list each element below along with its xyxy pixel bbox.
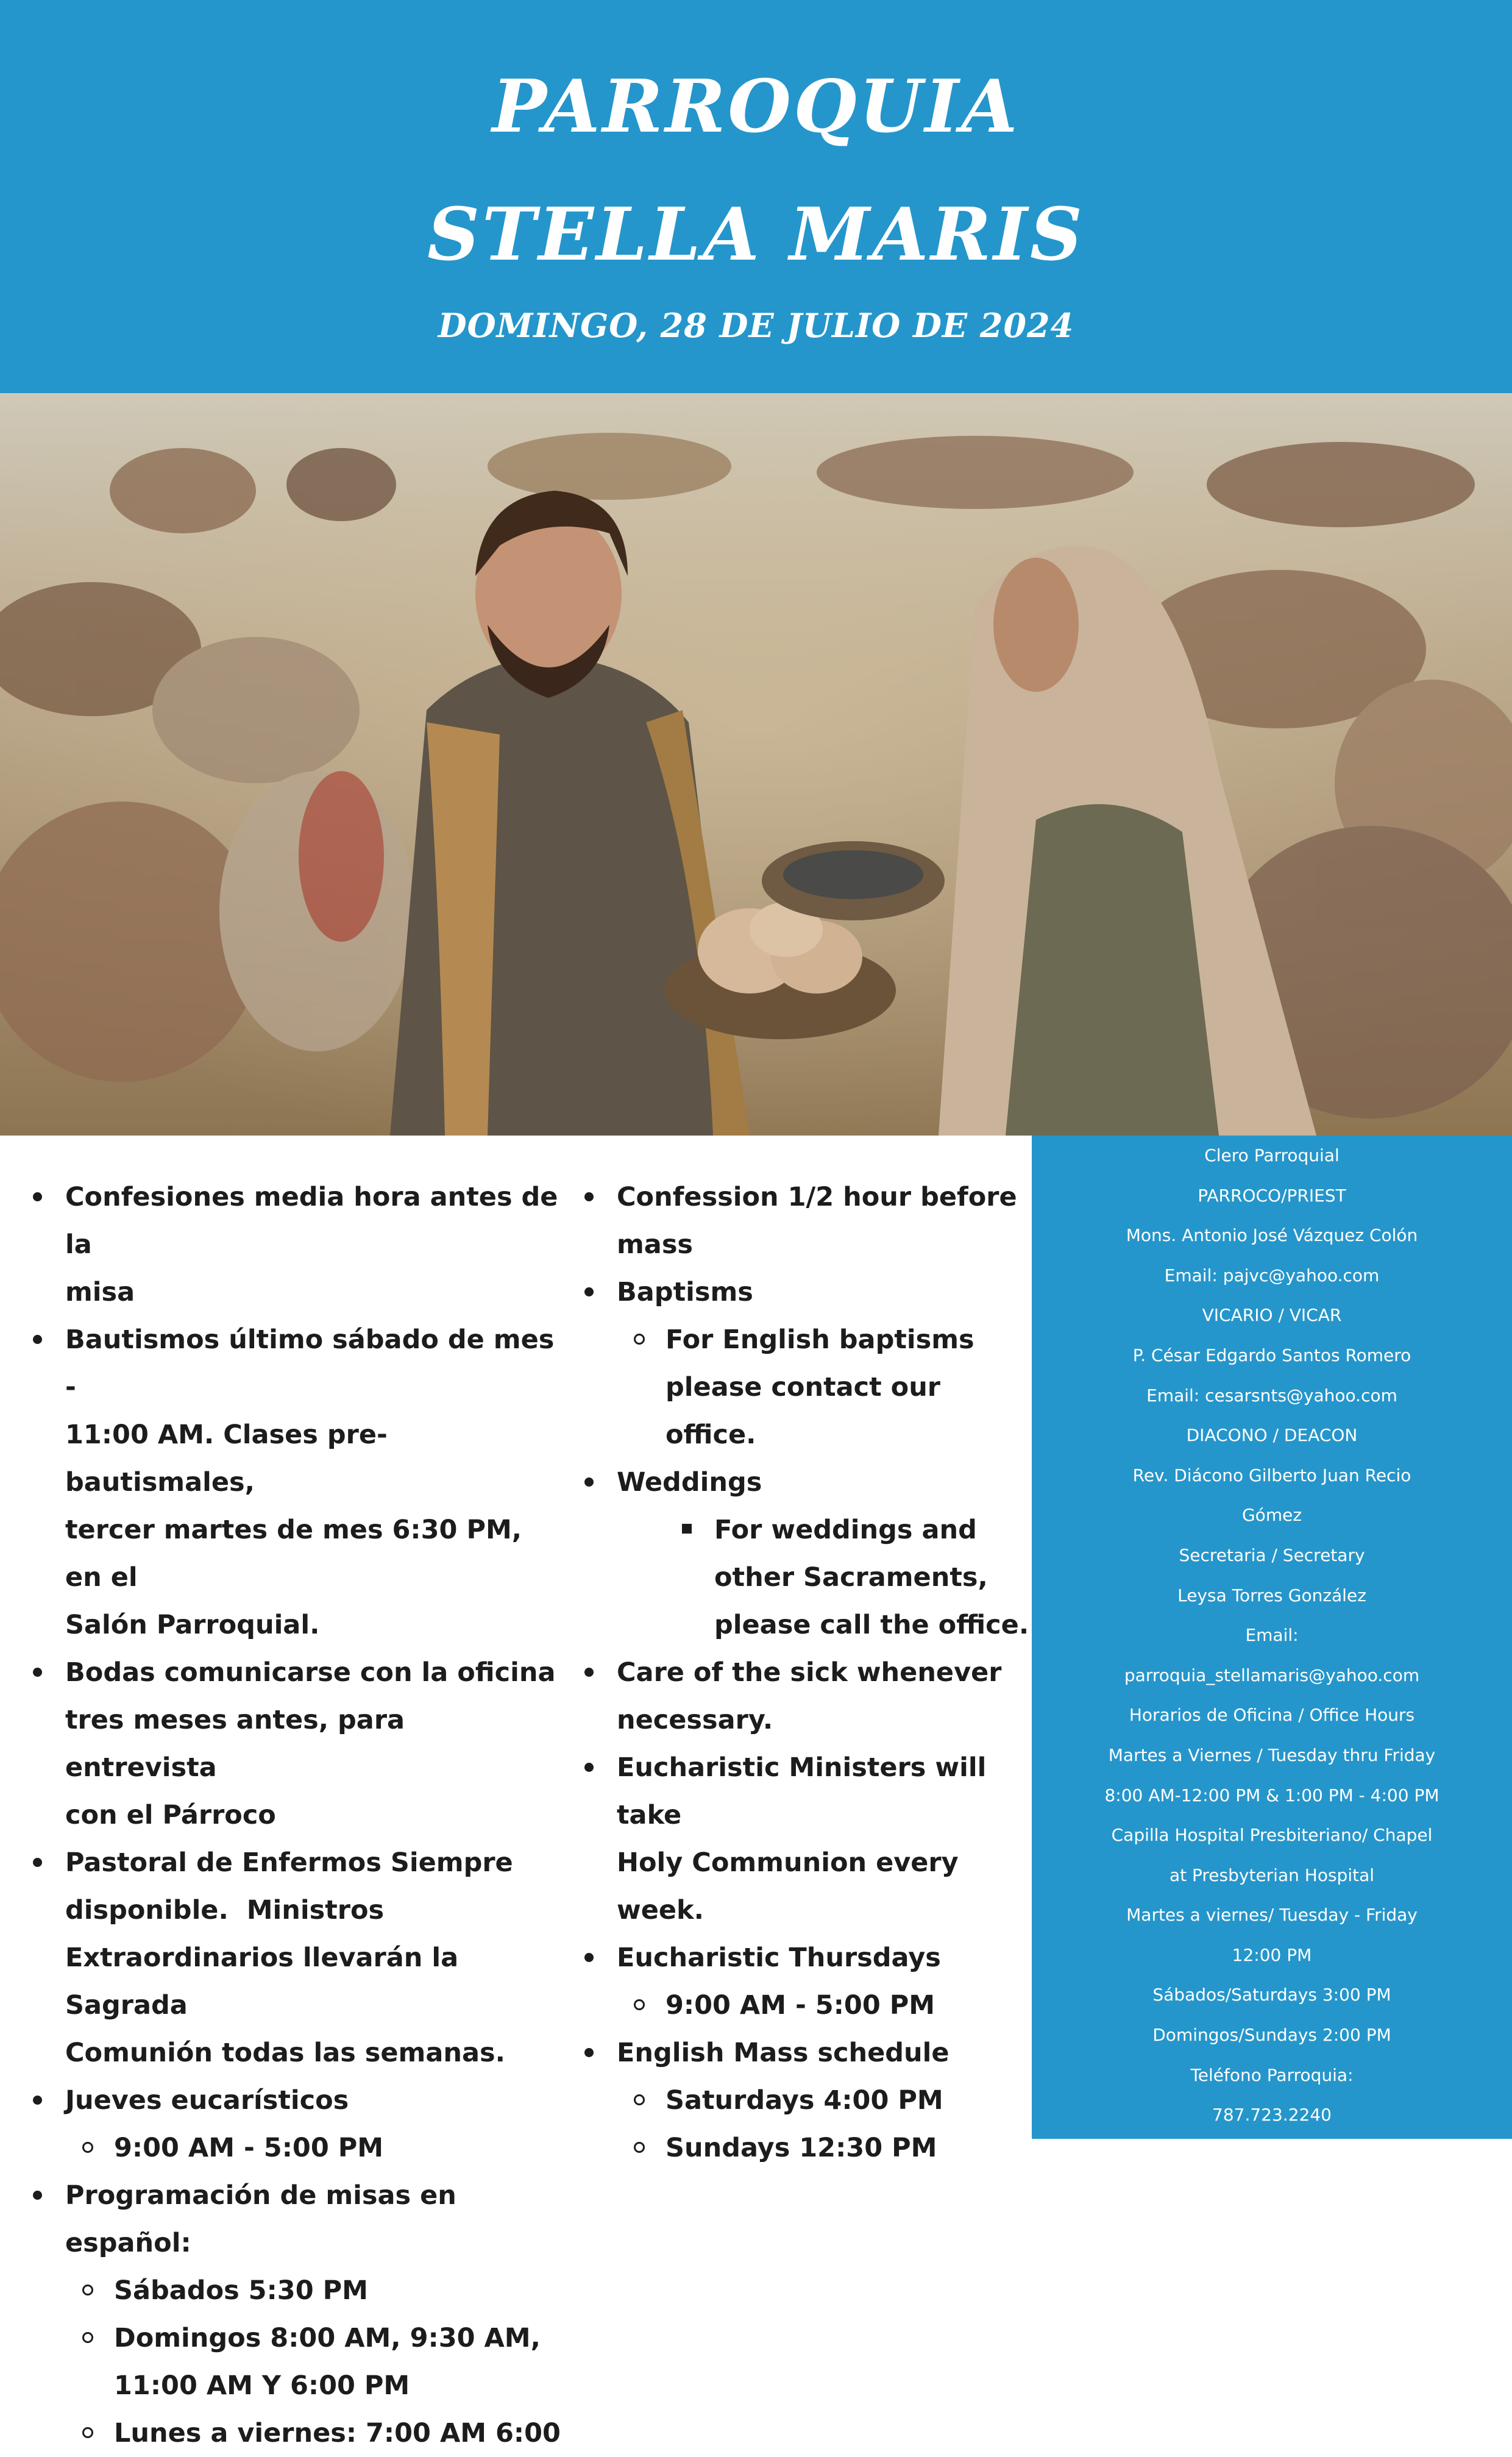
list-subitem: 9:00 AM - 5:00 PM (24, 2124, 561, 2172)
clergy-line: 787.723.2240 (1212, 2105, 1332, 2125)
list-subitem: Domingos 8:00 AM, 9:30 AM, 11:00 AM Y 6:00 PM (24, 2314, 561, 2409)
clergy-line: VICARIO / VICAR (1202, 1305, 1342, 1326)
title-line-2: STELLA MARIS (427, 192, 1085, 277)
clergy-lines (1032, 1136, 1512, 2135)
clergy-line: Secretaria / Secretary (1179, 1545, 1365, 1565)
list-item: Weddings (576, 1459, 1030, 1506)
clergy-line: Email: cesarsnts@yahoo.com (1146, 1385, 1397, 1406)
list-subitem: For weddings and other Sacraments, please call the office. (576, 1506, 1030, 1649)
bulletin-date: DOMINGO, 28 DE JULIO DE 2024 (438, 306, 1074, 345)
page-title (0, 43, 1512, 299)
clergy-line: Email: pajvc@yahoo.com (1164, 1265, 1380, 1285)
clergy-line: 12:00 PM (1232, 1944, 1312, 1965)
list-subitem: 9:00 AM - 5:00 PM (576, 1982, 1030, 2029)
clergy-line: Sábados/Saturdays 3:00 PM (1152, 1985, 1391, 2005)
list-subitem: Lunes a viernes: 7:00 AM 6:00 (24, 2409, 561, 2457)
clergy-line: Gómez (1241, 1505, 1302, 1526)
feeding-multitude-photo (0, 393, 1512, 1136)
list-item: Confession 1/2 hour before mass (576, 1173, 1030, 1268)
list-item: Jueves eucarísticos (24, 2077, 561, 2124)
clergy-line: Teléfono Parroquia: (1190, 2064, 1354, 2085)
list-item: Baptisms (576, 1268, 1030, 1316)
clergy-line: Email: (1245, 1625, 1299, 1646)
clergy-line: Capilla Hospital Presbiteriano/ Chapel (1111, 1825, 1433, 1846)
clergy-line: DIACONO / DEACON (1186, 1425, 1358, 1446)
english-info-column (576, 1173, 1030, 2172)
list-item: Eucharistic Ministers will take Holy Communion every week. (576, 1744, 1030, 1934)
clergy-line: parroquia_stellamaris@yahoo.com (1124, 1665, 1420, 1685)
title-line-1: PARROQUIA (492, 64, 1020, 149)
clergy-line: Rev. Diácono Gilberto Juan Recio (1132, 1465, 1411, 1485)
list-item: Bautismos último sábado de mes - 11:00 AM. Clases pre-bautismales, tercer martes de mes 6:30 PM, en el Salón Parroquial. (24, 1316, 561, 1649)
list-subitem: Sábados 5:30 PM (24, 2267, 561, 2314)
list-item: Eucharistic Thursdays (576, 1934, 1030, 1982)
list-item: Programación de misas en español: (24, 2172, 561, 2267)
clergy-line: Clero Parroquial (1204, 1145, 1340, 1165)
fish-basket (762, 841, 945, 920)
list-item: English Mass schedule (576, 2029, 1030, 2077)
list-subitem: For English baptisms please contact our office. (576, 1316, 1030, 1459)
list-subitem: Saturdays 4:00 PM (576, 2077, 1030, 2124)
list-subitem: Sundays 12:30 PM (576, 2124, 1030, 2172)
clergy-line: at Presbyterian Hospital (1169, 1865, 1375, 1885)
clergy-line: Leysa Torres González (1177, 1585, 1366, 1605)
clergy-line: Martes a viernes/ Tuesday - Friday (1126, 1905, 1418, 1925)
list-item: Bodas comunicarse con la oficina tres meses antes, para entrevista con el Párroco (24, 1649, 561, 1839)
spanish-info-column (24, 1173, 561, 2457)
list-item: Confesiones media hora antes de la misa (24, 1173, 561, 1316)
clergy-line: Domingos/Sundays 2:00 PM (1152, 2025, 1391, 2046)
list-item: Care of the sick whenever necessary. (576, 1649, 1030, 1744)
clergy-line: Martes a Viernes / Tuesday thru Friday (1108, 1744, 1436, 1765)
list-item: Pastoral de Enfermos Siempre disponible. Ministros Extraordinarios llevarán la Sagrada Comunión todas las semanas. (24, 1839, 561, 2077)
clergy-line: Horarios de Oficina / Office Hours (1129, 1705, 1415, 1726)
clergy-line: P. César Edgardo Santos Romero (1132, 1345, 1411, 1365)
header-banner (0, 0, 1512, 393)
clergy-line: PARROCO/PRIEST (1198, 1185, 1346, 1206)
clergy-panel (1032, 1136, 1512, 2139)
clergy-line: 8:00 AM-12:00 PM & 1:00 PM - 4:00 PM (1104, 1785, 1439, 1805)
clergy-line: Mons. Antonio José Vázquez Colón (1126, 1225, 1418, 1246)
